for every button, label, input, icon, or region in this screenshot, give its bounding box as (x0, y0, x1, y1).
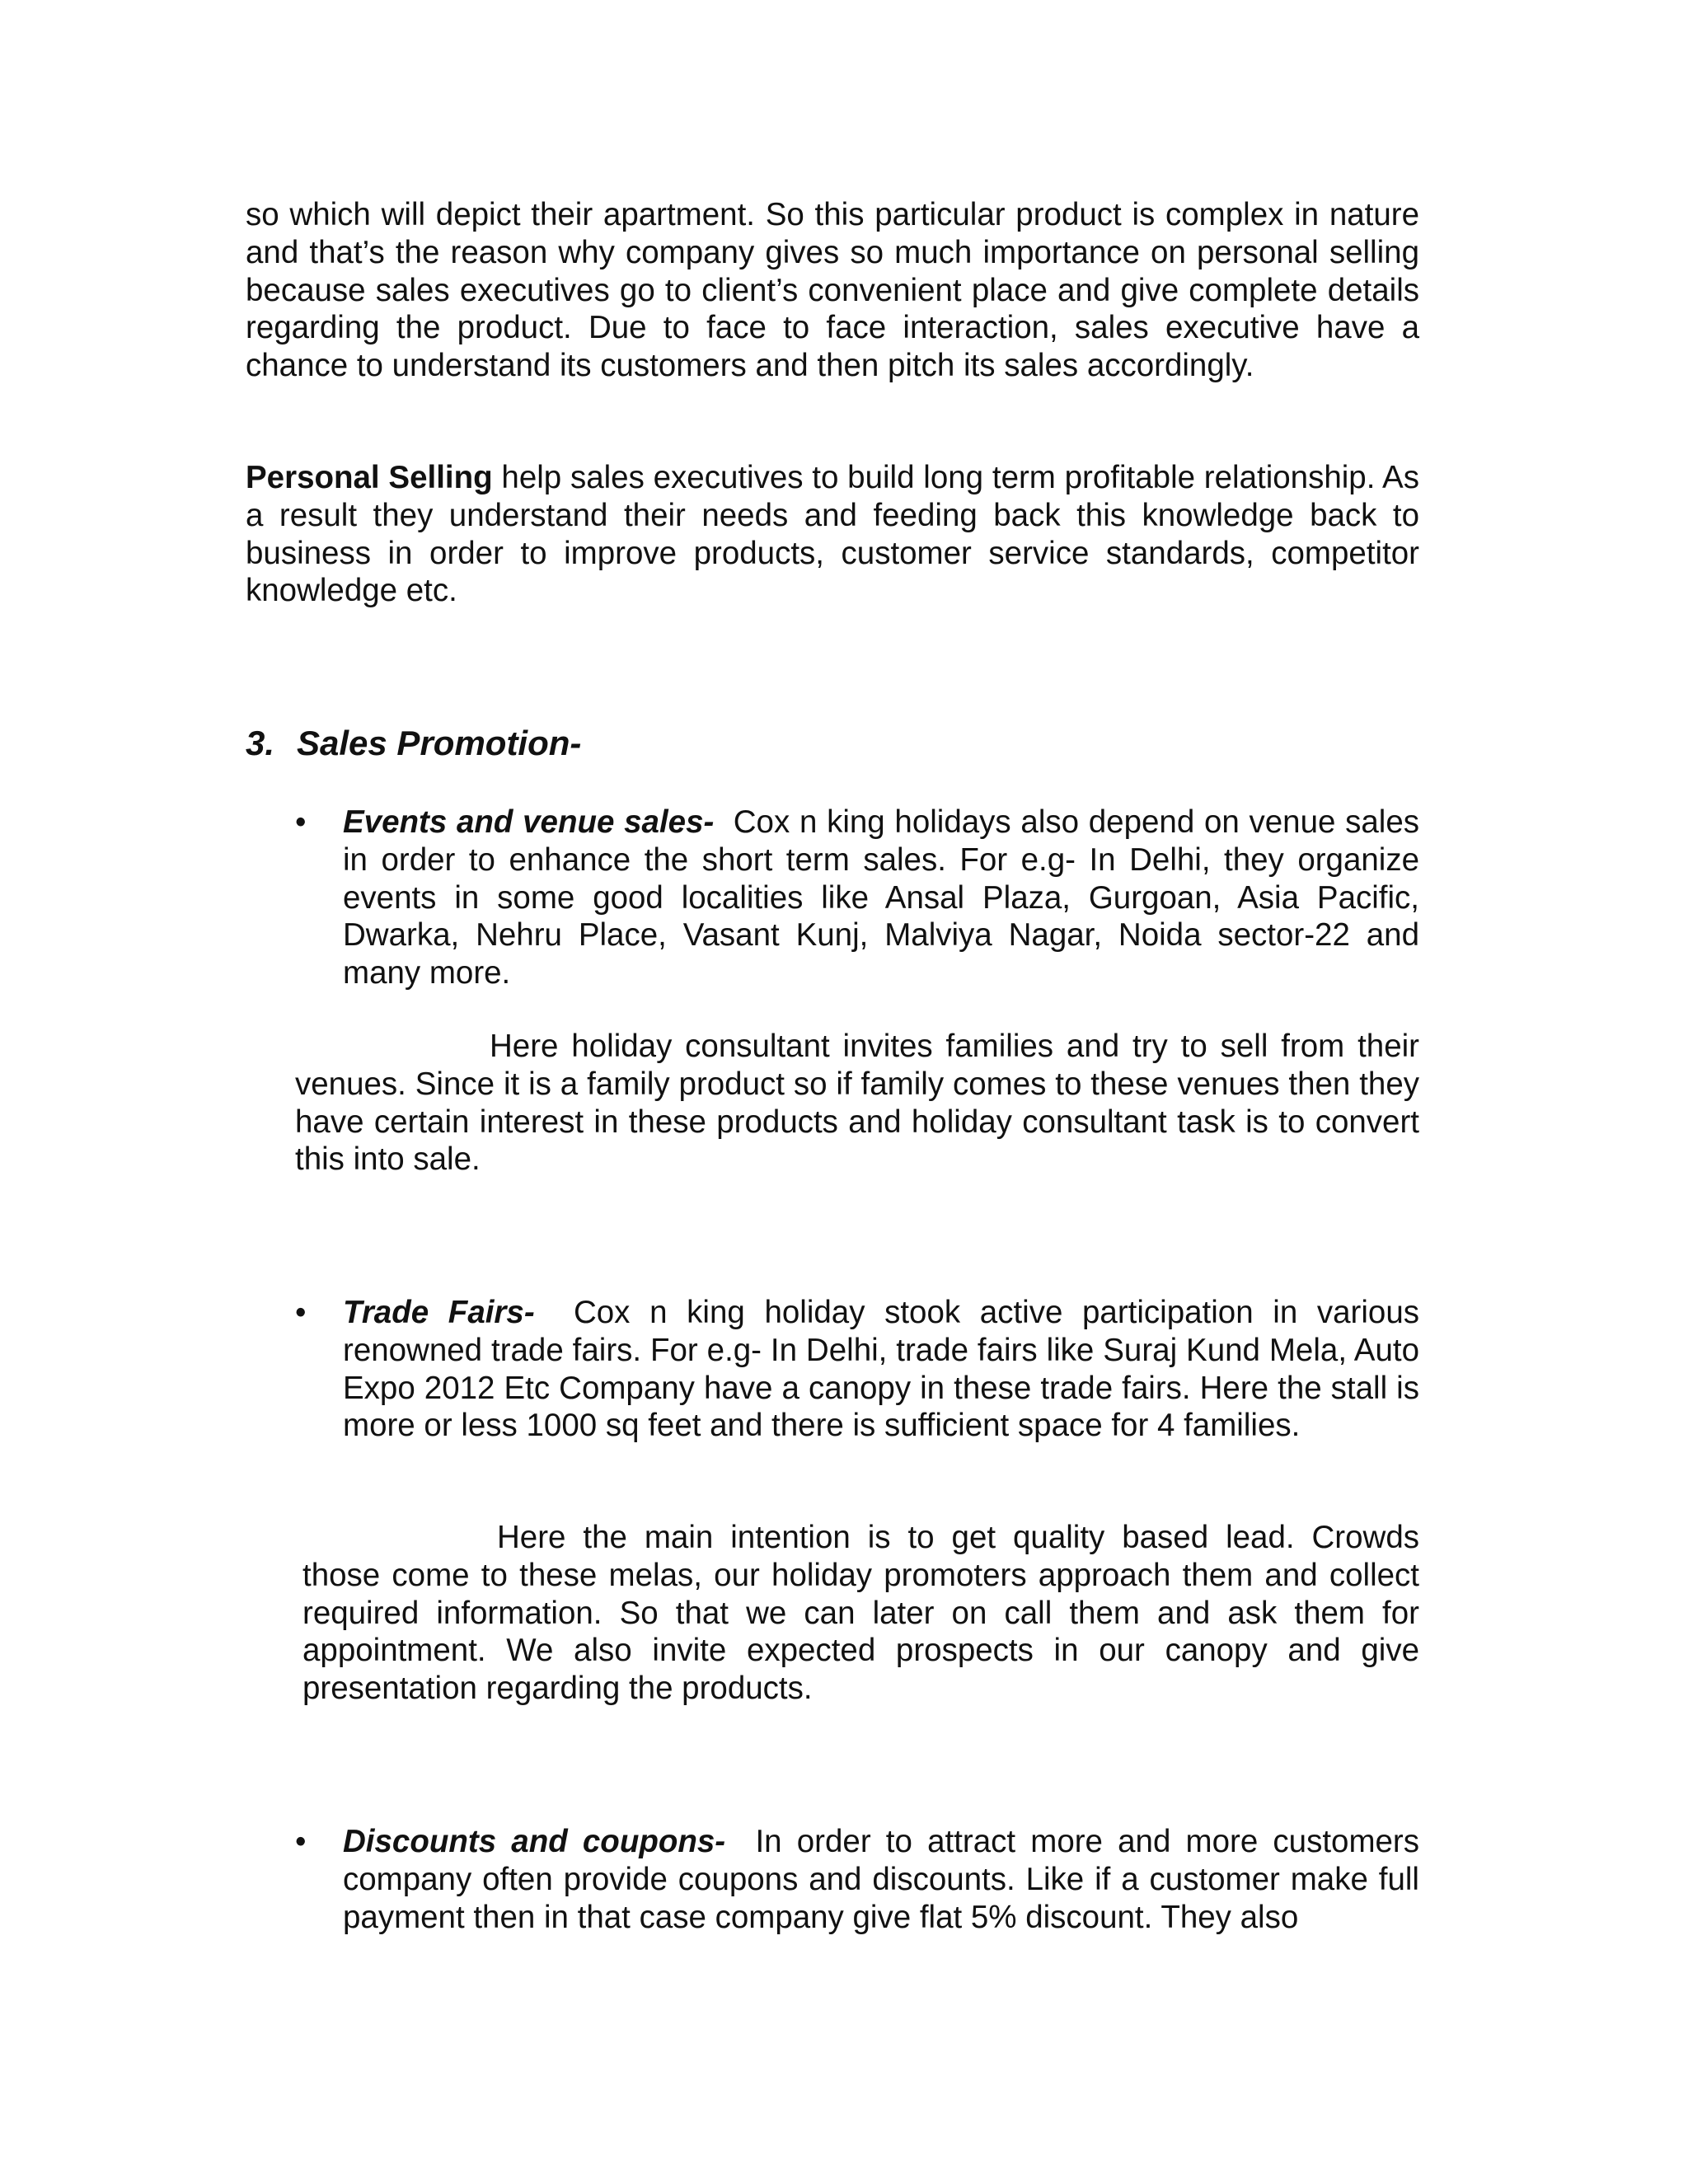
section-number: 3. (246, 724, 275, 762)
bullet-body: In order to attract more and more customers company often provide coupons and discounts. Like if a customer make full payment then in that case company give flat 5% discount. They also (343, 1824, 1428, 1935)
bullet-trade-fairs (343, 1294, 1428, 1445)
bullet-lead: Events and venue sales- (343, 804, 715, 840)
followup-text: Here the main intention is to get quality based lead. Crowds those come to these melas, our holiday promoters approach them and collect required information. So that we can later on call them and ask them for appointment. We also invite expected prospects in our canopy and give presentation regarding the products. (302, 1520, 1419, 1707)
bullet-body: Cox n king holidays also depend on venue sales in order to enhance the short term sales. For e.g- In Delhi, they organize events in some good localities like Ansal Plaza, Gurgoan, Asia Pacific, Dwarka, Nehru Place, Vasant Kunj, Malviya Nagar, Noida sector-22 and many more. (343, 804, 1428, 991)
bullet-lead: Trade Fairs- (343, 1295, 535, 1330)
personal-selling-text: help sales executives to build long term profitable relationship. As a result they understand their needs and feeding back this knowledge back to business in order to improve products, customer service standards, competitor knowledge etc. (246, 460, 1419, 609)
bullet-marker: • (295, 1295, 307, 1330)
bullet-events-venue-sales (343, 804, 1428, 992)
bullet-marker: • (295, 804, 307, 840)
bullet-discounts-coupons (343, 1823, 1428, 1936)
personal-selling-lead: Personal Selling (246, 460, 493, 495)
section-title: Sales Promotion- (297, 724, 582, 762)
events-followup-paragraph (295, 1028, 1419, 1179)
bullet-marker: • (295, 1824, 307, 1859)
bullet-lead: Discounts and coupons- (343, 1824, 726, 1859)
trade-fairs-followup-paragraph (302, 1519, 1419, 1708)
personal-selling-paragraph (246, 459, 1419, 610)
section-heading (246, 722, 581, 765)
followup-text: Here holiday consultant invites families and try to sell from their venues. Since it is a family product so if family comes to these venues then they have certain interest in these products and holiday consultant task is to convert this into sale. (295, 1029, 1419, 1178)
intro-text: so which will depict their apartment. So this particular product is complex in nature and that’s the reason why company gives so much importance on personal selling because sales executives go to client’s convenient place and give complete details regarding the product. Due to face to face interaction, sales executive have a chance to understand its customers and then pitch its sales accordingly. (246, 197, 1419, 384)
intro-paragraph (246, 196, 1419, 385)
bullet-body: Cox n king holiday stook active participation in various renowned trade fairs. For e.g- In Delhi, trade fairs like Suraj Kund Mela, Auto Expo 2012 Etc Company have a canopy in these trade fairs. Here the stall is more or less 1000 sq feet and there is sufficient space for 4 families. (343, 1295, 1428, 1444)
